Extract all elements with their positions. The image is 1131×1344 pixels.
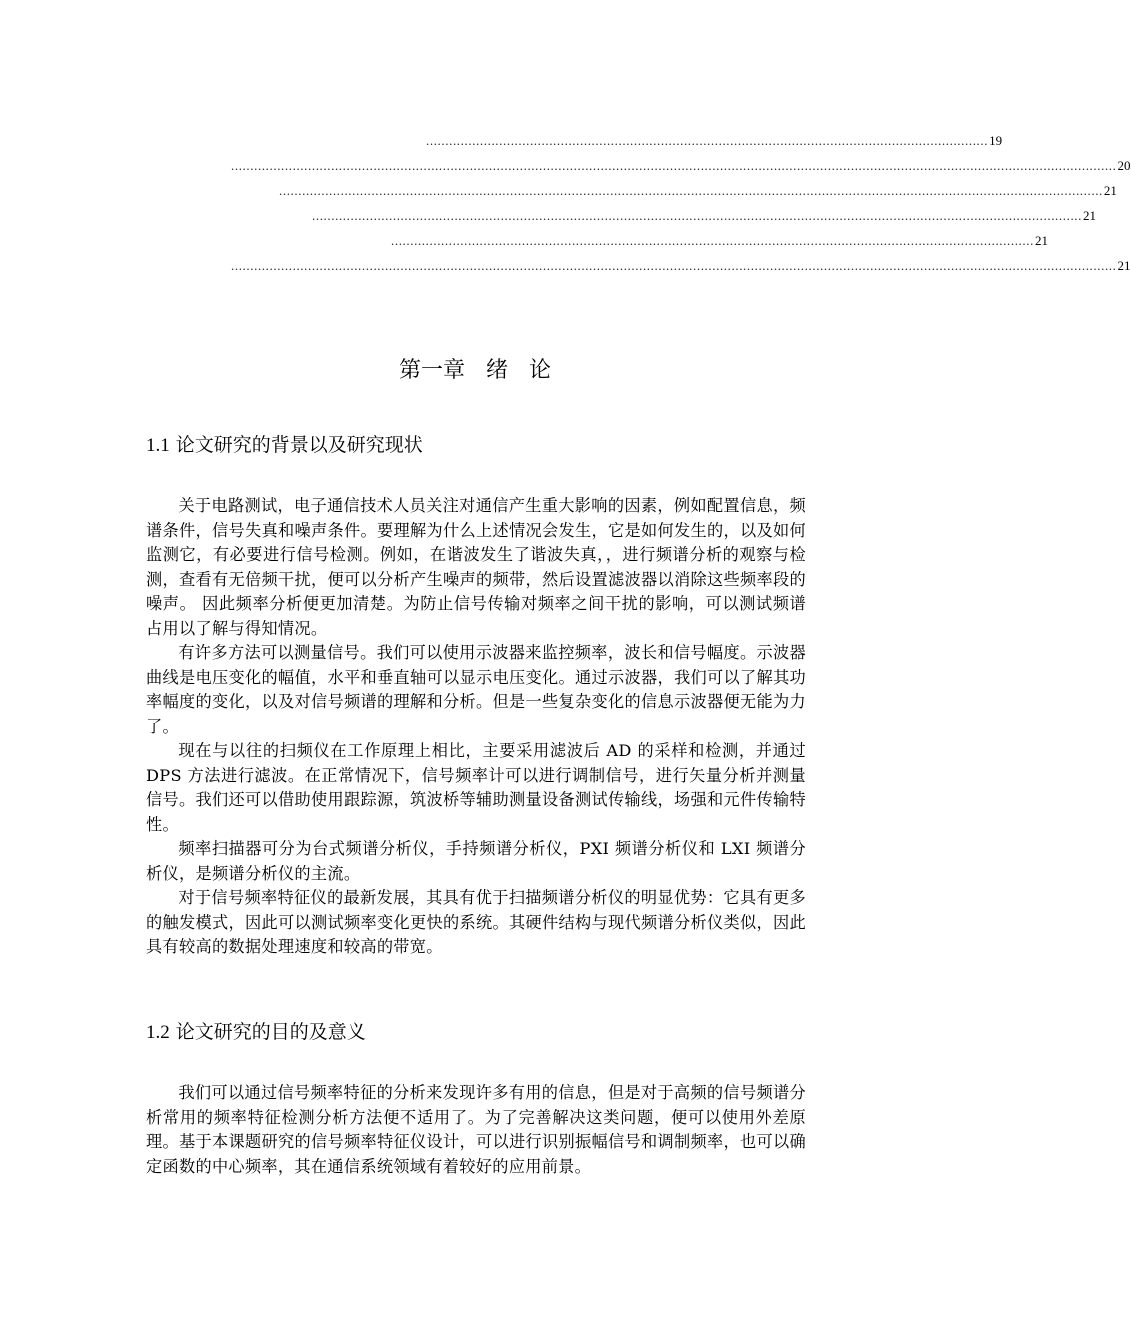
toc-entry [231,253,1131,273]
section-1-2-body [146,1081,806,1179]
chapter-number: 第一章 [398,358,465,383]
toc-page-number: 21 [1034,233,1048,248]
toc-page-number: 21 [1083,208,1096,223]
section-title: 论文研究的背景以及研究现状 [175,434,423,456]
paragraph: 频率扫描器可分为台式频谱分析仪，手持频谱分析仪，PXI 频谱分析仪和 LXI 频谱分析仪，是频谱分析仪的主流。 [146,839,806,883]
toc-page-number: 19 [989,133,1003,148]
toc-page-number: 21 [1117,258,1131,273]
toc-page-number: 20 [1117,158,1131,173]
section-heading-1-1 [146,432,423,459]
paragraph: 对于信号频率特征仪的最新发展，其具有优于扫描频谱分析仪的明显优势：它具有更多的触发模式，因此可以测试频率变化更快的系统。其硬件结构与现代频谱分析仪类似，因此具有较高的数据处理速度和较高的带宽。 [146,888,806,956]
toc-entry [312,203,1096,223]
chapter-name-second-char: 论 [529,358,552,383]
toc-page-number: 21 [1103,183,1117,198]
chapter-title [0,356,950,386]
toc-leader-dots: ...................................................................................................................................................................................................................................... [231,158,1117,173]
section-number: 1.2 [146,1022,170,1043]
toc-entry [391,228,1048,248]
toc-entry [231,153,1131,173]
toc-entry [279,178,1117,198]
toc-leader-dots: .................................................................................................................................................. [426,133,989,148]
section-1-1-body [146,494,806,960]
chapter-name-first-char: 绪 [485,358,508,383]
paragraph: 关于电路测试，电子通信技术人员关注对通信产生重大影响的因素，例如配置信息，频谱条件，信号失真和噪声条件。要理解为什么上述情况会发生，它是如何发生的，以及如何监测它，有必要进行信号检测。例如，在谐波发生了谐波失真，，进行频谱分析的观察与检测，查看有无倍频干扰，便可以分析产生噪声的频带，然后设置滤波器以消除这些频率段的噪声。 因此频率分析便更加清楚。为防止信号传输对频率之间干扰的影响，可以测试频谱占用以了解与得知情况。 [146,496,806,638]
toc-leader-dots: ....................................................................................................................................................................... [391,233,1034,248]
paragraph: 有许多方法可以测量信号。我们可以使用示波器来监控频率，波长和信号幅度。示波器曲线是电压变化的幅值，水平和垂直轴可以显示电压变化。通过示波器，我们可以了解其功率幅度的变化，以及对信号频谱的理解和分析。但是一些复杂变化的信息示波器便无能为力了。 [146,643,806,736]
toc-entry [426,128,1003,148]
toc-leader-dots: ...................................................................................................................................................................................................................................... [231,258,1117,273]
section-title: 论文研究的目的及意义 [175,1021,366,1043]
paragraph: 我们可以通过信号频率特征的分析来发现许多有用的信息，但是对于高频的信号频谱分析常用的频率特征检测分析方法便不适用了。为了完善解决这类问题，便可以使用外差原理。基于本课题研究的信号频率特征仪设计，可以进行识别振幅信号和调制频率，也可以确定函数的中心频率，其在通信系统领域有着较好的应用前景。 [146,1083,806,1176]
toc-leader-dots: ...................................................................................................................................................................................................................... [279,183,1103,198]
paragraph: 现在与以往的扫频仪在工作原理上相比，主要采用滤波后 AD 的采样和检测，并通过 DPS 方法进行滤波。在正常情况下，信号频率计可以进行调制信号，进行矢量分析并测量信号。我们还可以借助使用跟踪源，筑波桥等辅助测量设备测试传输线，场强和元件传输特性。 [146,741,806,834]
section-heading-1-2 [146,1019,366,1046]
toc-leader-dots: ........................................................................................................................................................................................................ [312,208,1082,223]
section-number: 1.1 [146,435,170,456]
